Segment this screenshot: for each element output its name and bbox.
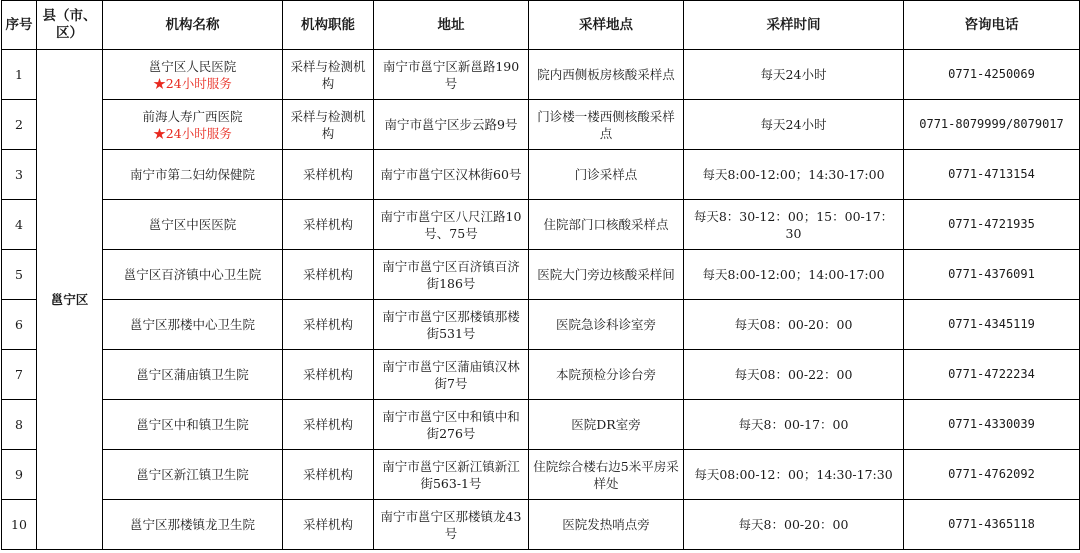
institution-name: 邕宁区百济镇中心卫生院 [123,267,262,282]
header-address: 地址 [374,1,529,50]
cell-site: 医院大门旁边核酸采样间 [529,250,684,300]
cell-role: 采样机构 [283,150,374,200]
cell-address: 南宁市邕宁区那楼镇那楼街531号 [374,300,529,350]
institution-name: 邕宁区新江镇卫生院 [136,467,249,482]
cell-role: 采样机构 [283,300,374,350]
table-row [2,100,1080,150]
institution-name: 前海人寿广西医院 [142,108,243,124]
cell-phone: 0771-4330039 [904,400,1080,450]
cell-name [103,350,283,400]
cell-site: 本院预检分诊台旁 [529,350,684,400]
table-row [2,150,1080,200]
table-row [2,50,1080,100]
institution-name: 邕宁区中和镇卫生院 [136,417,249,432]
header-site: 采样地点 [529,1,684,50]
cell-phone: 0771-4345119 [904,300,1080,350]
cell-address: 南宁市邕宁区新江镇新江街563-1号 [374,450,529,500]
cell-address: 南宁市邕宁区新邕路190号 [374,50,529,100]
cell-address: 南宁市邕宁区八尺江路10号、75号 [374,200,529,250]
header-name: 机构名称 [103,1,283,50]
header-seq: 序号 [2,1,37,50]
cell-phone: 0771-4250069 [904,50,1080,100]
cell-name [103,250,283,300]
cell-phone: 0771-4376091 [904,250,1080,300]
cell-time: 每天08：00-20：00 [684,300,904,350]
header-county: 县（市、区） [37,1,103,50]
cell-seq: 1 [2,50,37,100]
cell-time: 每天08：00-22：00 [684,350,904,400]
table-row [2,350,1080,400]
cell-time: 每天8:00-12:00；14:00-17:00 [684,250,904,300]
cell-role: 采样机构 [283,250,374,300]
service-note: ★24小时服务 [153,125,232,141]
cell-seq: 9 [2,450,37,500]
cell-county: 邕宁区 [37,50,103,550]
cell-address: 南宁市邕宁区蒲庙镇汉林街7号 [374,350,529,400]
cell-time: 每天24小时 [684,50,904,100]
cell-name [103,400,283,450]
cell-site: 医院发热哨点旁 [529,500,684,550]
cell-address: 南宁市邕宁区那楼镇龙43号 [374,500,529,550]
cell-time: 每天08:00-12：00；14:30-17:30 [684,450,904,500]
cell-site: 医院急诊科诊室旁 [529,300,684,350]
header-row [2,1,1080,50]
cell-seq: 4 [2,200,37,250]
cell-name [103,500,283,550]
institution-name: 邕宁区蒲庙镇卫生院 [136,367,249,382]
table-row [2,300,1080,350]
cell-seq: 10 [2,500,37,550]
cell-role: 采样机构 [283,200,374,250]
cell-address: 南宁市邕宁区汉林街60号 [374,150,529,200]
header-role: 机构职能 [283,1,374,50]
cell-role: 采样机构 [283,350,374,400]
cell-phone: 0771-8079999/8079017 [904,100,1080,150]
cell-time: 每天8：00-17：00 [684,400,904,450]
header-phone: 咨询电话 [904,1,1080,50]
cell-address: 南宁市邕宁区百济镇百济街186号 [374,250,529,300]
institution-name: 邕宁区那楼镇龙卫生院 [129,517,255,532]
cell-site: 住院部门口核酸采样点 [529,200,684,250]
service-note: ★24小时服务 [153,75,232,91]
cell-time: 每天8：30-12：00；15：00-17：30 [684,200,904,250]
cell-time: 每天8：00-20：00 [684,500,904,550]
testing-sites-table [1,0,1080,550]
cell-site: 院内西侧板房核酸采样点 [529,50,684,100]
cell-seq: 3 [2,150,37,200]
table-row [2,450,1080,500]
cell-address: 南宁市邕宁区步云路9号 [374,100,529,150]
cell-seq: 6 [2,300,37,350]
institution-name: 邕宁区中医医院 [148,217,237,232]
cell-role: 采样机构 [283,400,374,450]
cell-seq: 2 [2,100,37,150]
cell-role: 采样与检测机构 [283,50,374,100]
cell-seq: 8 [2,400,37,450]
cell-name [103,200,283,250]
cell-name [103,50,283,100]
table-body [2,50,1080,550]
cell-phone: 0771-4721935 [904,200,1080,250]
cell-phone: 0771-4762092 [904,450,1080,500]
table-row [2,250,1080,300]
cell-seq: 5 [2,250,37,300]
cell-address: 南宁市邕宁区中和镇中和街276号 [374,400,529,450]
cell-role: 采样机构 [283,450,374,500]
cell-phone: 0771-4365118 [904,500,1080,550]
cell-role: 采样与检测机构 [283,100,374,150]
cell-name [103,300,283,350]
cell-seq: 7 [2,350,37,400]
cell-site: 住院综合楼右边5米平房采样处 [529,450,684,500]
cell-name [103,450,283,500]
cell-time: 每天24小时 [684,100,904,150]
institution-name: 邕宁区那楼中心卫生院 [129,317,255,332]
table-row [2,500,1080,550]
cell-name [103,100,283,150]
institution-name: 邕宁区人民医院 [148,58,237,74]
cell-time: 每天8:00-12:00；14:30-17:00 [684,150,904,200]
institution-name: 南宁市第二妇幼保健院 [129,167,255,182]
cell-phone: 0771-4722234 [904,350,1080,400]
table-row [2,200,1080,250]
cell-phone: 0771-4713154 [904,150,1080,200]
cell-site: 医院DR室旁 [529,400,684,450]
cell-site: 门诊采样点 [529,150,684,200]
cell-name [103,150,283,200]
table-row [2,400,1080,450]
header-time: 采样时间 [684,1,904,50]
cell-role: 采样机构 [283,500,374,550]
cell-site: 门诊楼一楼西侧核酸采样点 [529,100,684,150]
